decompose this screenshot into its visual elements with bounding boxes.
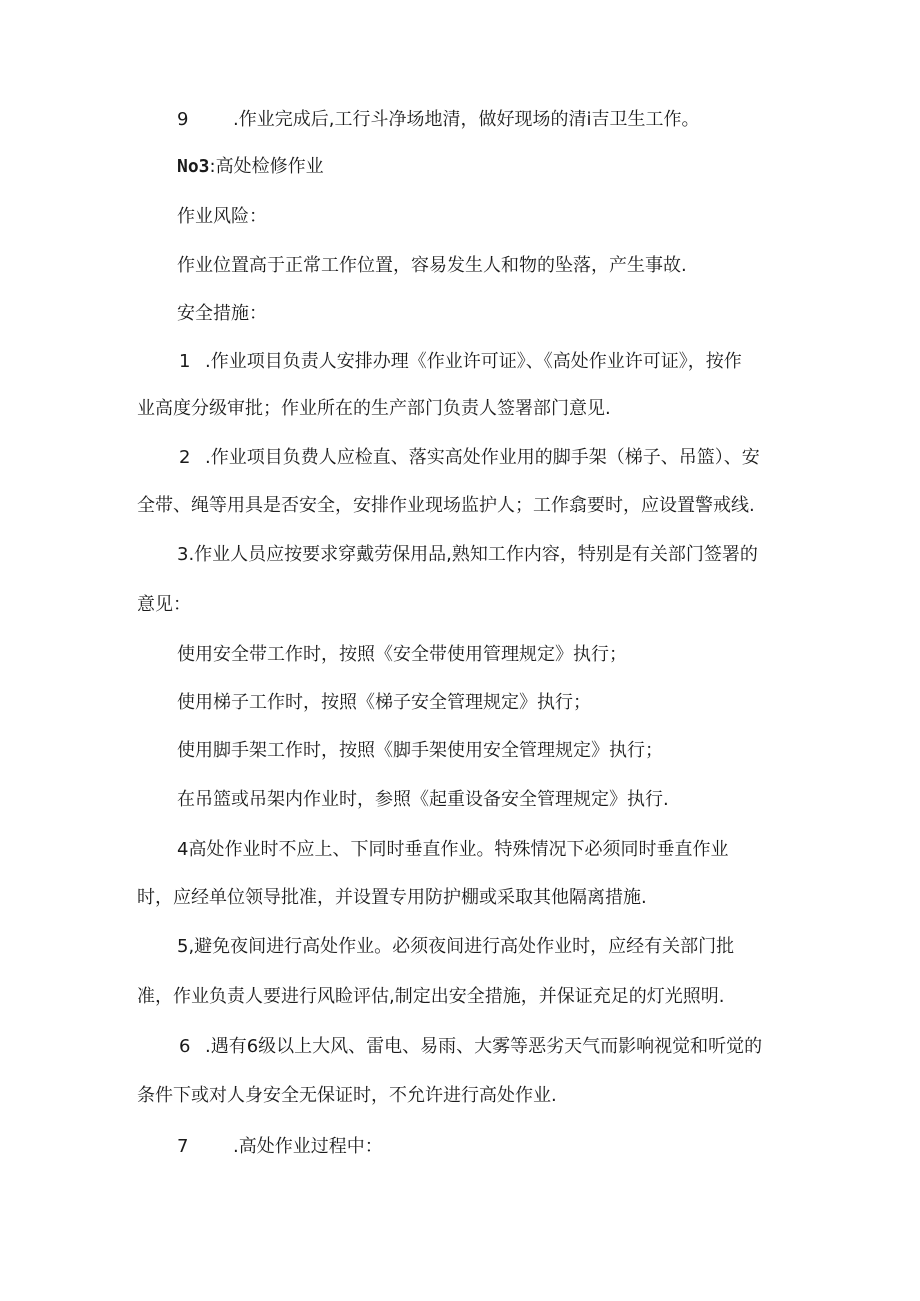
measure-1-text: .作业项目负责人安排办理《作业许可证》、《高处作业许可证》，按作	[205, 351, 742, 372]
item-9	[177, 108, 699, 132]
measure-7-number: 7	[177, 1136, 189, 1157]
section-title: :高处检修作业	[209, 156, 324, 177]
measure-1-line-2: 业高度分级审批；作业所在的生产部门负责人签署部门意见.	[137, 398, 611, 419]
measure-6-line-1	[179, 1035, 762, 1059]
section-code: No3	[177, 156, 210, 177]
measures-label: 安全措施：	[177, 303, 267, 324]
risk-text: 作业位置高于正常工作位置，容易发生人和物的坠落，产生事故.	[177, 255, 687, 276]
measure-4-line-1: 4高处作业时不应上、下同时垂直作业。特殊情况下必须同时垂直作业	[177, 839, 729, 860]
measure-2-number: 2	[179, 447, 191, 468]
measure-3-line-1: 3.作业人员应按要求穿戴劳保用品,熟知工作内容，特别是有关部门签署的	[177, 544, 758, 565]
section-heading	[177, 155, 324, 179]
measure-5-line-2: 准，作业负责人要进行风睑评估,制定出安全措施，并保证充足的灯光照明.	[137, 986, 725, 1007]
item-9-text: .作业完成后,工行斗净场地清，做好现场的清i吉卫生工作。	[233, 109, 700, 130]
measure-6-number: 6	[179, 1036, 191, 1057]
measure-3-sub-1: 使用安全带工作时，按照《安全带使用管理规定》执行；	[177, 644, 627, 665]
measure-7-text: .高处作业过程中：	[233, 1136, 383, 1157]
measure-3-sub-4: 在吊篮或吊架内作业时，参照《起重设备安全管理规定》执行.	[177, 789, 669, 810]
measure-7	[177, 1135, 383, 1159]
risk-label: 作业风险：	[177, 206, 267, 227]
measure-6-line-2: 条件下或对人身安全无保证时，不允许进行高处作业.	[137, 1085, 557, 1106]
measure-3-line-2: 意见：	[137, 594, 191, 615]
item-9-number: 9	[177, 109, 189, 130]
measure-1-line-1	[179, 350, 742, 374]
measure-2-text: .作业项目负费人应检直、落实高处作业用的脚手架（梯子、吊篮）、安	[205, 447, 760, 468]
measure-2-line-1	[179, 446, 760, 470]
measure-6-text: .遇有6级以上大风、雷电、易雨、大雾等恶劣天气而影响视觉和听觉的	[205, 1036, 763, 1057]
measure-3-sub-2: 使用梯子工作时，按照《梯子安全管理规定》执行；	[177, 692, 591, 713]
measure-3-sub-3: 使用脚手架工作时，按照《脚手架使用安全管理规定》执行；	[177, 740, 663, 761]
measure-2-line-2: 全带、绳等用具是否安全，安排作业现场监护人；工作翕要时，应设置警戒线.	[137, 495, 755, 516]
measure-5-line-1: 5,避免夜间进行高处作业。必须夜间进行高处作业时，应经有关部门批	[177, 936, 735, 957]
measure-1-number: 1	[179, 351, 191, 372]
measure-4-line-2: 时，应经单位领导批准，并设置专用防护棚或采取其他隔离措施.	[137, 887, 647, 908]
